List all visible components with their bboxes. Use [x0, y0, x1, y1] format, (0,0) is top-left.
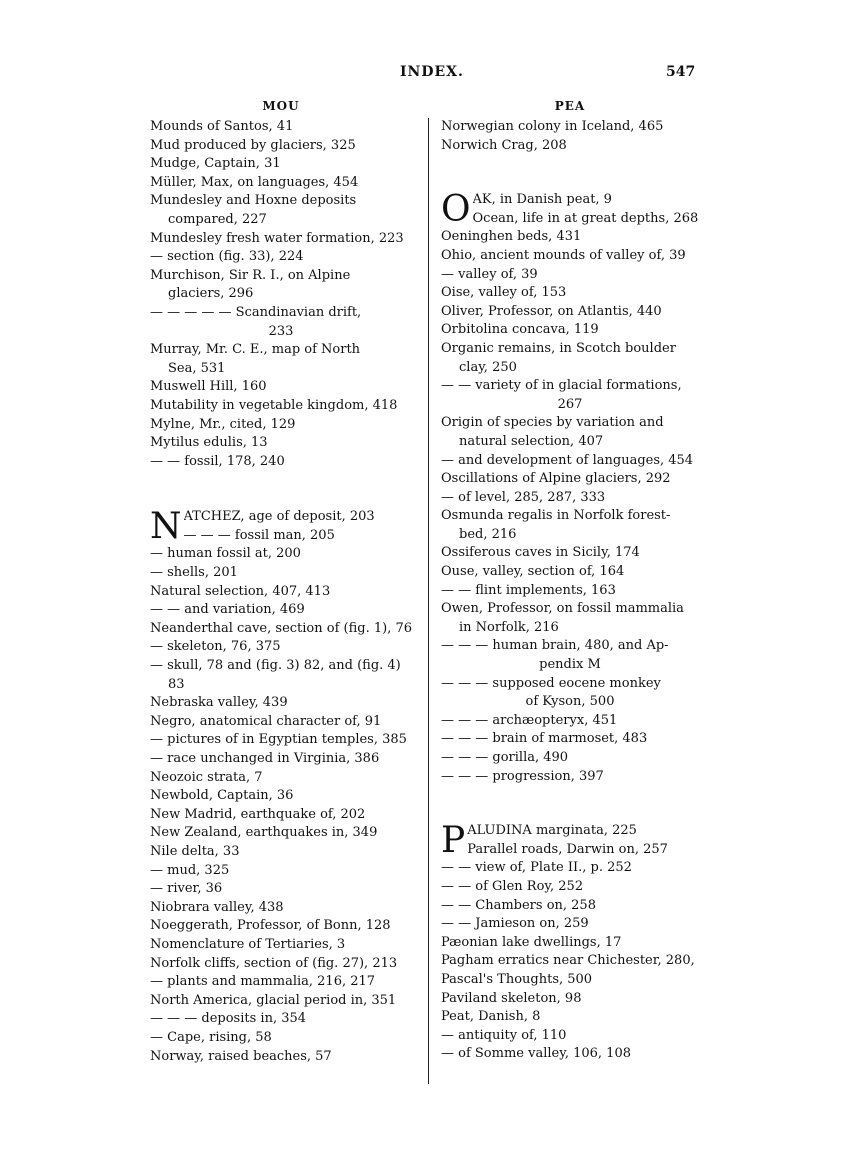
- index-entry-continuation: natural selection, 407: [459, 433, 604, 449]
- index-entry: Mundesley and Hoxne deposits: [150, 193, 357, 209]
- page-number: 547: [666, 64, 696, 80]
- index-entry: — — Jamieson on, 259: [441, 916, 589, 932]
- index-entry: — human fossil at, 200: [150, 546, 301, 562]
- index-entry: Nile delta, 33: [150, 843, 240, 859]
- right-column-head: PEA: [554, 99, 586, 113]
- index-entry: North America, glacial period in, 351: [150, 992, 397, 1008]
- index-entry-continuation: in Norfolk, 216: [459, 619, 559, 635]
- index-entry: — race unchanged in Virginia, 386: [150, 751, 380, 766]
- index-entry: — — — gorilla, 490: [441, 750, 569, 765]
- index-entry: Norwich Crag, 208: [441, 137, 567, 153]
- index-entry: Oeninghen beds, 431: [441, 229, 582, 245]
- index-entry: Ocean, life in at great depths, 268: [472, 210, 699, 226]
- index-entry: Nebraska valley, 439: [150, 695, 288, 711]
- left-column: [150, 96, 412, 1066]
- index-entry: Ossiferous caves in Sicily, 174: [441, 545, 640, 561]
- index-entry: Muswell Hill, 160: [150, 379, 267, 395]
- drop-cap-initial: P: [441, 820, 466, 862]
- index-entry: Osmunda regalis in Norfolk forest-: [441, 508, 671, 524]
- section-gap: [441, 786, 699, 822]
- index-entry: — Cape, rising, 58: [150, 1029, 272, 1045]
- index-entry: Newbold, Captain, 36: [150, 788, 294, 804]
- index-entry: Pagham erratics near Chichester, 280,: [441, 953, 695, 969]
- index-entry: — — fossil, 178, 240: [150, 453, 285, 469]
- index-entry: — section (fig. 33), 224: [150, 249, 304, 265]
- index-entry-continuation: 267: [557, 396, 583, 412]
- index-entry: ALUDINA marginata, 225: [467, 823, 637, 839]
- index-entry: Orbitolina concava, 119: [441, 322, 599, 338]
- index-entry-continuation: pendix M: [539, 657, 601, 673]
- left-column-head: MOU: [262, 99, 300, 113]
- index-entry: — skull, 78 and (fig. 3) 82, and (fig. 4): [150, 658, 401, 674]
- index-entry: Nomenclature of Tertiaries, 3: [150, 936, 346, 952]
- index-entry: Mytilus edulis, 13: [150, 435, 268, 451]
- index-entry-continuation: glaciers, 296: [168, 286, 254, 302]
- index-entry: — — — — — Scandinavian drift,: [150, 304, 362, 320]
- index-entry: Niobrara valley, 438: [150, 899, 284, 915]
- section-o-drop-cap: [441, 189, 699, 231]
- index-entry: Ohio, ancient mounds of valley of, 39: [441, 247, 686, 263]
- index-entry: — — and variation, 469: [150, 602, 305, 618]
- index-entry: — — — progression, 397: [441, 768, 604, 784]
- index-entry: New Madrid, earthquake of, 202: [150, 806, 366, 822]
- index-entry-continuation: Sea, 531: [168, 360, 226, 376]
- index-entry: — mud, 325: [150, 862, 230, 878]
- index-entry: — — — brain of marmoset, 483: [441, 731, 648, 747]
- index-entry: Oliver, Professor, on Atlantis, 440: [441, 303, 662, 319]
- drop-cap-initial: O: [441, 189, 471, 231]
- index-entry: Norfolk cliffs, section of (fig. 27), 213: [150, 955, 398, 971]
- index-entry: Ouse, valley, section of, 164: [441, 564, 625, 580]
- index-entry: — river, 36: [150, 881, 223, 897]
- right-column: [441, 96, 699, 1064]
- index-entry: Mudge, Captain, 31: [150, 156, 281, 172]
- index-entry: Peat, Danish, 8: [441, 1009, 541, 1025]
- index-entry: — valley of, 39: [441, 266, 538, 282]
- index-entry-continuation: bed, 216: [459, 526, 517, 542]
- index-entry: — pictures of in Egyptian temples, 385: [150, 732, 407, 748]
- index-entry: Owen, Professor, on fossil mammalia: [441, 601, 684, 617]
- index-entry: — — Chambers on, 258: [441, 897, 596, 913]
- index-entry-continuation: 83: [168, 676, 185, 692]
- index-entry: Mundesley fresh water formation, 223: [150, 230, 404, 246]
- index-entry: — — — fossil man, 205: [183, 527, 335, 543]
- section-n-drop-cap: [150, 506, 412, 548]
- index-entry: — of Somme valley, 106, 108: [441, 1046, 631, 1062]
- index-entry: Mud produced by glaciers, 325: [150, 137, 356, 153]
- index-entry: — of level, 285, 287, 333: [441, 489, 606, 505]
- index-entry: — antiquity of, 110: [441, 1027, 567, 1043]
- index-entry: Neozoic strata, 7: [150, 769, 263, 785]
- index-entry: ATCHEZ, age of deposit, 203: [183, 509, 375, 525]
- index-entry: Mylne, Mr., cited, 129: [150, 416, 296, 432]
- index-entry: Natural selection, 407, 413: [150, 583, 331, 599]
- index-entry-continuation: compared, 227: [168, 211, 267, 227]
- index-entry: Neanderthal cave, section of (fig. 1), 76: [150, 620, 412, 636]
- running-head-title: INDEX.: [400, 64, 464, 80]
- section-gap: [150, 471, 412, 508]
- index-entry: Oise, valley of, 153: [441, 285, 567, 301]
- index-entry: — — variety of in glacial formations,: [441, 378, 682, 394]
- index-entry: — — — archæopteryx, 451: [441, 712, 618, 728]
- index-entry: — plants and mammalia, 216, 217: [150, 974, 376, 990]
- index-entry: Paviland skeleton, 98: [441, 990, 582, 1006]
- index-entry-continuation: of Kyson, 500: [525, 694, 615, 710]
- index-entry: — — flint implements, 163: [441, 582, 616, 598]
- index-entry: Oscillations of Alpine glaciers, 292: [441, 471, 671, 487]
- index-entry: New Zealand, earthquakes in, 349: [150, 825, 378, 841]
- index-entry: — — — deposits in, 354: [150, 1011, 307, 1027]
- index-entry: Norway, raised beaches, 57: [150, 1048, 332, 1064]
- index-entry: — — of Glen Roy, 252: [441, 878, 584, 894]
- index-entry: — — — human brain, 480, and Ap-: [441, 638, 669, 654]
- index-entry: Noeggerath, Professor, of Bonn, 128: [150, 918, 391, 934]
- index-entry: Norwegian colony in Iceland, 465: [441, 119, 664, 134]
- index-entry: Pæonian lake dwellings, 17: [441, 934, 622, 950]
- index-entry: Murchison, Sir R. I., on Alpine: [150, 267, 351, 283]
- index-entry: Negro, anatomical character of, 91: [150, 713, 382, 729]
- section-gap: [441, 155, 699, 191]
- index-entry: — and development of languages, 454: [441, 452, 694, 468]
- index-entry: Origin of species by variation and: [441, 415, 664, 431]
- section-p-drop-cap: [441, 820, 699, 862]
- index-entry: — skeleton, 76, 375: [150, 639, 281, 655]
- index-entry: Parallel roads, Darwin on, 257: [467, 841, 668, 857]
- index-entry: Mounds of Santos, 41: [150, 119, 294, 134]
- drop-cap-initial: N: [150, 506, 182, 548]
- running-head: [0, 64, 850, 84]
- index-entry-continuation: clay, 250: [459, 359, 517, 375]
- index-entry: — shells, 201: [150, 565, 238, 581]
- index-entry: Organic remains, in Scotch boulder: [441, 340, 676, 356]
- index-entry: Pascal's Thoughts, 500: [441, 971, 593, 987]
- index-entry: Müller, Max, on languages, 454: [150, 174, 359, 190]
- index-entry: Mutability in vegetable kingdom, 418: [150, 397, 398, 413]
- index-entry: Murray, Mr. C. E., map of North: [150, 342, 361, 358]
- index-entry: — — view of, Plate II., p. 252: [441, 860, 632, 876]
- index-entry-continuation: 233: [268, 323, 294, 339]
- column-divider: [428, 118, 429, 1084]
- index-entry: AK, in Danish peat, 9: [472, 192, 612, 208]
- index-entry: — — — supposed eocene monkey: [441, 675, 661, 691]
